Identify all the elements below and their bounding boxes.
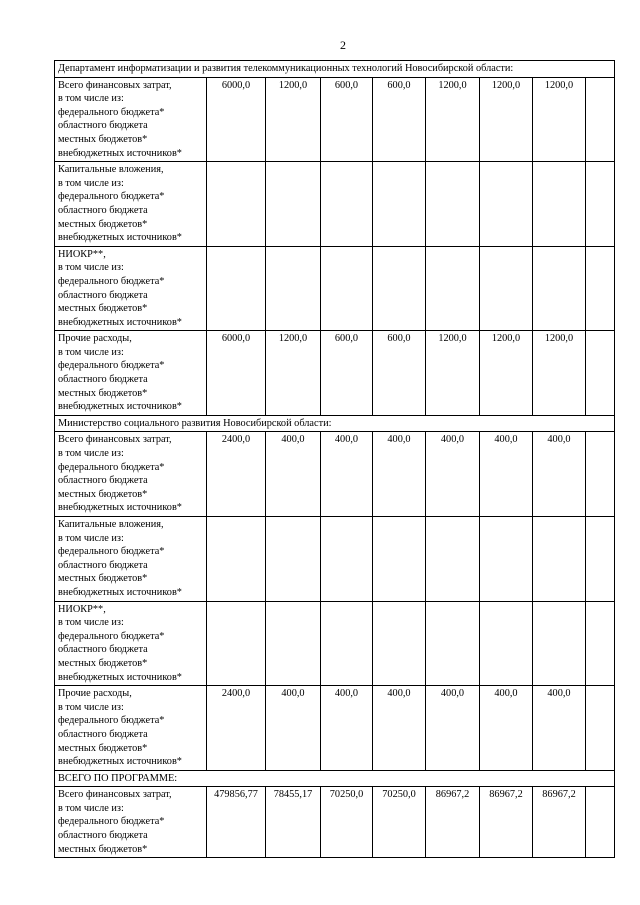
table-cell: 400,0 [266, 686, 321, 771]
table-cell: 600,0 [373, 77, 426, 162]
table-cell [426, 517, 480, 602]
table-cell [426, 246, 480, 331]
table-cell [373, 162, 426, 247]
table-cell [266, 162, 321, 247]
row-label-other-expenses: Прочие расходы, в том числе из: федерального бюджета* областного бюджета местных бюджетов* внебюджетных источников* [55, 686, 207, 771]
table-cell [480, 601, 533, 686]
table-cell [533, 601, 586, 686]
table-cell: 2400,0 [207, 432, 266, 517]
table-cell [586, 246, 615, 331]
table-cell [426, 601, 480, 686]
table-cell [586, 601, 615, 686]
row-label-grand-total: Всего финансовых затрат, в том числе из: федерального бюджета* областного бюджета местных бюджетов* [55, 787, 207, 858]
row-label-total-costs: Всего финансовых затрат, в том числе из: федерального бюджета* областного бюджета местных бюджетов* внебюджетных источников* [55, 432, 207, 517]
section-header-row [55, 770, 615, 787]
row-label-capital-investment: Капитальные вложения, в том числе из: федерального бюджета* областного бюджета местных бюджетов* внебюджетных источников* [55, 162, 207, 247]
table-cell: 400,0 [373, 432, 426, 517]
table-cell [480, 162, 533, 247]
table-cell [266, 601, 321, 686]
table-cell [586, 432, 615, 517]
table-row [55, 432, 615, 517]
table-row [55, 162, 615, 247]
table-cell: 479856,77 [207, 787, 266, 858]
table-cell: 1200,0 [533, 77, 586, 162]
table-cell: 400,0 [533, 686, 586, 771]
table-cell [586, 787, 615, 858]
table-cell [207, 517, 266, 602]
row-label-other-expenses: Прочие расходы, в том числе из: федерального бюджета* областного бюджета местных бюджетов* внебюджетных источников* [55, 331, 207, 416]
table-cell: 6000,0 [207, 331, 266, 416]
table-cell: 1200,0 [426, 77, 480, 162]
table-cell: 70250,0 [373, 787, 426, 858]
table-cell [586, 517, 615, 602]
table-cell [266, 517, 321, 602]
table-cell: 400,0 [266, 432, 321, 517]
page-number: 2 [340, 38, 346, 52]
table-cell: 400,0 [321, 686, 373, 771]
table-cell [586, 331, 615, 416]
table-cell: 86967,2 [426, 787, 480, 858]
row-label-total-costs: Всего финансовых затрат, в том числе из: федерального бюджета* областного бюджета местных бюджетов* внебюджетных источников* [55, 77, 207, 162]
table-cell: 70250,0 [321, 787, 373, 858]
table-cell [321, 601, 373, 686]
table-cell [266, 246, 321, 331]
table-cell [321, 517, 373, 602]
table-cell: 1200,0 [266, 331, 321, 416]
table-row [55, 77, 615, 162]
row-label-niokr: НИОКР**, в том числе из: федерального бюджета* областного бюджета местных бюджетов* внебюджетных источников* [55, 246, 207, 331]
table-cell: 400,0 [426, 686, 480, 771]
table-cell [533, 162, 586, 247]
table-cell [480, 517, 533, 602]
table-cell: 600,0 [373, 331, 426, 416]
table-row [55, 246, 615, 331]
table-cell [373, 517, 426, 602]
table-row [55, 601, 615, 686]
table-cell [533, 246, 586, 331]
table-cell: 600,0 [321, 77, 373, 162]
table-row [55, 787, 615, 858]
table-cell: 400,0 [480, 686, 533, 771]
table-row [55, 517, 615, 602]
section-title: Министерство социального развития Новосибирской области: [55, 415, 615, 432]
table-cell: 400,0 [480, 432, 533, 517]
table-cell: 400,0 [533, 432, 586, 517]
table-cell [586, 686, 615, 771]
section-header-row [55, 415, 615, 432]
table-cell: 600,0 [321, 331, 373, 416]
table-cell [321, 162, 373, 247]
table-cell [426, 162, 480, 247]
table-row [55, 331, 615, 416]
table-cell [586, 162, 615, 247]
table-cell [321, 246, 373, 331]
table-cell: 78455,17 [266, 787, 321, 858]
table-cell: 86967,2 [480, 787, 533, 858]
row-label-niokr: НИОКР**, в том числе из: федерального бюджета* областного бюджета местных бюджетов* внебюджетных источников* [55, 601, 207, 686]
table-cell [207, 246, 266, 331]
table-cell: 86967,2 [533, 787, 586, 858]
table-cell: 1200,0 [480, 77, 533, 162]
table-cell: 400,0 [373, 686, 426, 771]
table-cell [373, 246, 426, 331]
table-cell [207, 162, 266, 247]
table-cell [533, 517, 586, 602]
table-cell: 1200,0 [426, 331, 480, 416]
table-cell [373, 601, 426, 686]
section-title: Департамент информатизации и развития телекоммуникационных технологий Новосибирской области: [55, 61, 615, 78]
table-cell: 1200,0 [533, 331, 586, 416]
section-header-row [55, 61, 615, 78]
table-cell: 1200,0 [266, 77, 321, 162]
table-row [55, 686, 615, 771]
budget-table [54, 60, 615, 858]
table-cell: 6000,0 [207, 77, 266, 162]
section-title: ВСЕГО ПО ПРОГРАММЕ: [55, 770, 615, 787]
table-cell [207, 601, 266, 686]
table-cell [586, 77, 615, 162]
table-cell: 400,0 [321, 432, 373, 517]
row-label-capital-investment: Капитальные вложения, в том числе из: федерального бюджета* областного бюджета местных бюджетов* внебюджетных источников* [55, 517, 207, 602]
table-cell: 1200,0 [480, 331, 533, 416]
table-cell: 400,0 [426, 432, 480, 517]
table-cell [480, 246, 533, 331]
table-cell: 2400,0 [207, 686, 266, 771]
